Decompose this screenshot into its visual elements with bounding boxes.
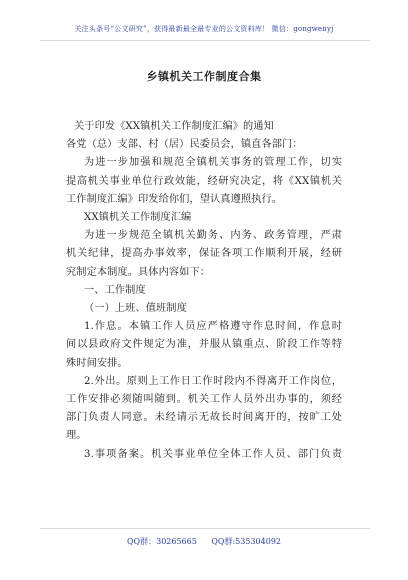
footer bbox=[0, 536, 408, 547]
paragraph-line: 1.作息。本镇工作人员应严格遵守作息时间，作息时 bbox=[84, 321, 342, 333]
paragraph-line: 究制定本制度。具体内容如下： bbox=[66, 266, 211, 278]
paragraph-line: 3.事项备案。机关事业单位全体工作人员、部门负责 bbox=[84, 448, 342, 460]
header-divider bbox=[40, 40, 370, 41]
footer-qq-group-1: QQ群：30265665 bbox=[126, 537, 197, 546]
footer-qq-group-2: QQ群:535304092 bbox=[211, 537, 281, 546]
document-body bbox=[66, 118, 342, 464]
paragraph-line: 殊时间安排。 bbox=[66, 357, 128, 369]
section-heading: 一、工作制度 bbox=[84, 284, 146, 296]
paragraph-line: 理。 bbox=[66, 430, 87, 442]
paragraph-line: 间以县政府文件规定为准，并服从镇重点、阶段工作等特 bbox=[66, 339, 342, 351]
paragraph-line: 为进一步规范全镇机关勤务、内务、政务管理，严肃 bbox=[84, 230, 342, 242]
paragraph-line: 部门负责人同意。未经请示无故长时间离开的，按旷工处 bbox=[66, 412, 342, 424]
notice-heading: 关于印发《XX镇机关工作制度汇编》的通知 bbox=[74, 121, 274, 132]
paragraph-line: 工作安排必须随叫随到。机关工作人员外出办事的，须经 bbox=[66, 394, 342, 406]
paragraph-line: 2.外出。原则上工作日工作时段内不得离开工作岗位， bbox=[84, 375, 342, 387]
footer-divider bbox=[40, 528, 370, 529]
page-title: 乡镇机关工作制度合集 bbox=[146, 70, 262, 83]
paragraph-line: 提高机关事业单位行政效能，经研究决定，将《XX镇机关 bbox=[66, 175, 342, 187]
header-note: 关注头条号“公文研究”，获得最新最全最专业的公文资料库！ 微信：gongwenyj bbox=[74, 25, 334, 33]
paragraph-line: 为进一步加强和规范全镇机关事务的管理工作，切实 bbox=[84, 157, 342, 169]
paragraph-line: 工作制度汇编》印发给你们，望认真遵照执行。 bbox=[66, 193, 283, 205]
section-heading: XX镇机关工作制度汇编 bbox=[84, 212, 192, 224]
salutation: 各党（总）支部、村（居）民委员会，镇直各部门： bbox=[66, 139, 303, 151]
subsection-heading: （一）上班、值班制度 bbox=[84, 303, 187, 315]
paragraph-line: 机关纪律，提高办事效率，保证各项工作顺利开展，经研 bbox=[66, 248, 342, 260]
